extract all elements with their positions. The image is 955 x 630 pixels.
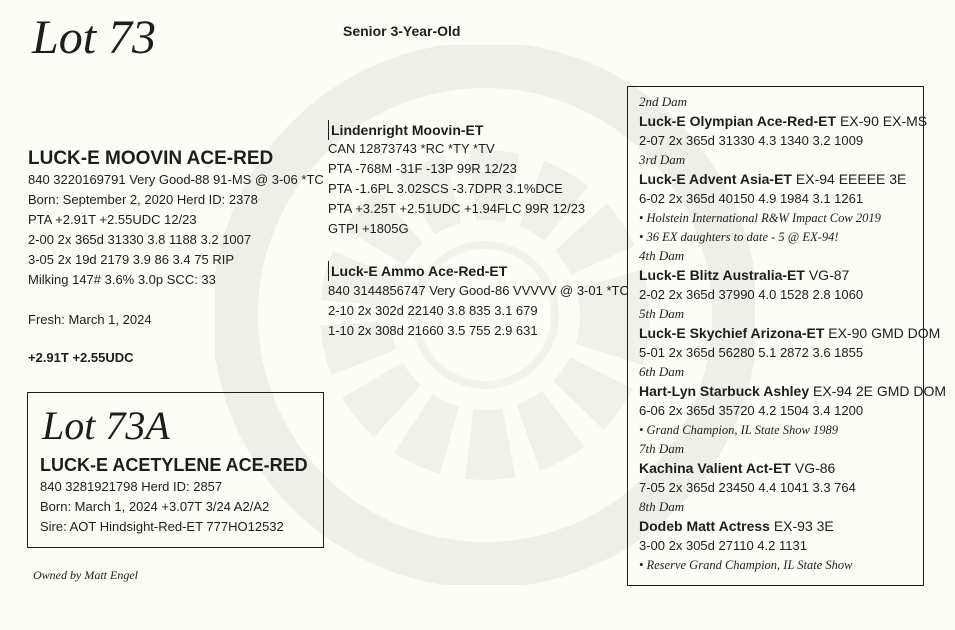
lot-a-details [40,477,284,537]
animal-line: 3-05 2x 19d 2179 3.9 86 3.4 75 RIP [28,252,234,267]
pedigree-dam-name [639,458,923,478]
fresh-date: Fresh: March 1, 2024 [28,312,152,327]
lot-a-line: 840 3281921798 Herd ID: 2857 [40,479,223,494]
sire-details [328,139,585,239]
dam-generation-label: 7th Dam [639,441,685,456]
pedigree-dam-record: 6-02 2x 365d 40150 4.9 1984 3.1 1261 [639,191,864,206]
pedigree-dam-name-text: Luck-E Blitz Australia-ET [639,267,805,283]
pedigree-dam-name-text: Luck-E Olympian Ace-Red-ET [639,113,837,129]
sire-line: GTPI +1805G [328,221,409,236]
pedigree-dam-record: 3-00 2x 305d 27110 4.2 1131 [639,538,807,553]
animal-line: PTA +2.91T +2.55UDC 12/23 [28,212,197,227]
pedigree-dam-record: 7-05 2x 365d 23450 4.4 1041 3.3 764 [639,480,856,495]
sire-line: PTA -768M -31F -13P 99R 12/23 [328,161,517,176]
lot-a-line: Born: March 1, 2024 +3.07T 3/24 A2/A2 [40,499,270,514]
animal-line: Milking 147# 3.6% 3.0p SCC: 33 [28,272,216,287]
animal-name: LUCK-E MOOVIN ACE-RED [28,148,274,169]
pedigree-dam-name-text: Dodeb Matt Actress [639,518,770,534]
lot-a-animal-name: LUCK-E ACETYLENE ACE-RED [40,455,308,475]
pedigree-dam-name-text: Kachina Valient Act-ET [639,460,791,476]
dam-name: Luck-E Ammo Ace-Red-ET [331,263,508,279]
pedigree-dam-record: 5-01 2x 365d 56280 5.1 2872 3.6 1855 [639,345,864,360]
pedigree-dam-classification: EX-90 GMD DOM [824,325,941,341]
pedigree-dam-classification: EX-90 EX-MS [836,113,928,129]
pedigree-dam-classification: VG-87 [804,267,850,283]
pedigree-dam-name-text: Luck-E Skychief Arizona-ET [639,325,825,341]
animal-line: 840 3220169791 Very Good-88 91-MS @ 3-06 *TC [28,172,324,187]
pedigree-dam-classification: EX-94 EEEEE 3E [792,171,907,187]
pedigree-dam-note: • Holstein International R&W Impact Cow 2019 [639,211,881,225]
pedigree-dam-name [639,169,923,189]
sire-line: PTA -1.6PL 3.02SCS -3.7DPR 3.1%DCE [328,181,563,196]
owner-credit: Owned by Matt Engel [33,568,138,582]
animal-line: Born: September 2, 2020 Herd ID: 2378 [28,192,258,207]
pedigree-dam-note: • 36 EX daughters to date - 5 @ EX-94! [639,230,839,244]
dam-generation-label: 3rd Dam [639,152,686,167]
dam-generation-label: 2nd Dam [639,94,688,109]
dam-generation-label: 6th Dam [639,364,685,379]
animal-line: 2-00 2x 365d 31330 3.8 1188 3.2 1007 [28,232,252,247]
sire-line: CAN 12873743 *RC *TY *TV [328,141,495,156]
pedigree-dam-name-text: Hart-Lyn Starbuck Ashley [639,383,810,399]
pedigree-dam-classification: VG-86 [790,460,836,476]
dam-generation-label: 8th Dam [639,499,685,514]
pedigree-dam-name [639,381,947,401]
sire-block [328,120,483,140]
pedigree-dam-name [639,516,923,536]
sire-line: PTA +3.25T +2.51UDC +1.94FLC 99R 12/23 [328,201,586,216]
pedigree-dam-name-text: Luck-E Advent Asia-ET [639,171,792,187]
lot-a-box [27,392,324,548]
pedigree-dam-note: • Reserve Grand Champion, IL State Show [639,558,853,572]
pedigree-dam-name [639,265,923,285]
dam-generation-label: 4th Dam [639,248,685,263]
dam-generation-label: 5th Dam [639,306,685,321]
lot-title: Lot 73 [32,11,157,64]
dam-line: 1-10 2x 308d 21660 3.5 755 2.9 631 [328,323,538,338]
pedigree-dam-record: 2-07 2x 365d 31330 4.3 1340 3.2 1009 [639,133,864,148]
genomic-highlight: +2.91T +2.55UDC [28,350,134,365]
pedigree-dam-classification: EX-93 3E [769,518,834,534]
pedigree-dam-name [639,323,941,343]
lot-category: Senior 3-Year-Old [343,23,461,39]
pedigree-dam-record: 2-02 2x 365d 37990 4.0 1528 2.8 1060 [639,287,864,302]
pedigree-box [627,86,947,586]
pedigree-dam-classification: EX-94 2E GMD DOM [809,383,947,399]
dam-details [328,281,629,341]
dam-line: 2-10 2x 302d 22140 3.8 835 3.1 679 [328,303,538,318]
sire-name: Lindenright Moovin-ET [331,122,484,138]
dam-block [328,261,507,281]
pedigree-dam-note: • Grand Champion, IL State Show 1989 [639,423,838,437]
pedigree-dam-record: 6-06 2x 365d 35720 4.2 1504 3.4 1200 [639,403,864,418]
dam-line: 840 3144856747 Very Good-86 VVVVV @ 3-01 *TC [328,283,629,298]
lot-a-title: Lot 73A [42,403,170,448]
animal-details [28,170,324,290]
pedigree-dam-name [639,111,928,131]
pedigree-list [639,93,947,575]
lot-a-line: Sire: AOT Hindsight-Red-ET 777HO12532 [40,519,284,534]
